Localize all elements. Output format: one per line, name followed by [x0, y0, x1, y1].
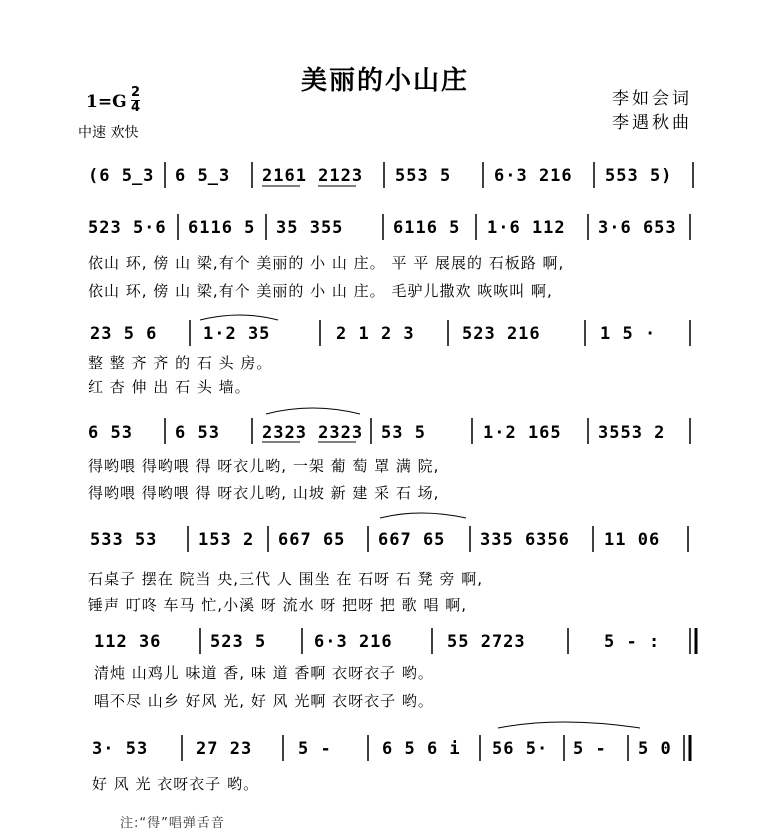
lyric-line-1: 清炖 山鸡儿 味道 香, 味 道 香啊 衣呀衣子 哟。 [94, 664, 434, 682]
measure: 6116 5 [188, 218, 256, 238]
lyric-line-2: 唱不尽 山乡 好风 光, 好 风 光啊 衣呀衣子 哟。 [94, 692, 434, 710]
measure: 6 53 [175, 423, 220, 443]
measure: 533 53 [90, 530, 158, 550]
measure: 523 216 [462, 324, 541, 344]
measure: 2323 2323 [262, 423, 364, 443]
lyric-line-2: 红 杏 伸 出 石 头 墙。 [88, 378, 251, 396]
measure: 56 5· [492, 739, 549, 759]
lyric-line-2: 得哟喂 得哟喂 得 呀衣儿哟, 山坡 新 建 采 石 场, [88, 484, 440, 502]
measure: 153 2 [198, 530, 255, 550]
measure: 523 5 [210, 632, 267, 652]
lyricist-credit: 李如会词 [612, 89, 692, 109]
measure: 5 0 [638, 739, 672, 759]
measure: 1·2 35 [203, 324, 271, 344]
measure: 553 5 [395, 166, 452, 186]
measure: 3553 2 [598, 423, 666, 443]
lyric-line-2: 依山 环, 傍 山 梁,有个 美丽的 小 山 庄。 毛驴儿撒欢 咴咴叫 啊, [88, 282, 553, 300]
lyric-line-1: 好 风 光 衣呀衣子 哟。 [92, 775, 260, 793]
composer-credit: 李遇秋曲 [612, 113, 692, 133]
measure: 6 53 [88, 423, 133, 443]
measure: 3· 53 [92, 739, 149, 759]
measure: 5 - [298, 739, 332, 759]
lyric-line-1: 石桌子 摆在 院当 央,三代 人 围坐 在 石呀 石 凳 旁 啊, [88, 570, 483, 588]
lyric-line-2: 锤声 叮咚 车马 忙,小溪 呀 流水 呀 把呀 把 歌 唱 啊, [88, 596, 467, 614]
measure: 335 6356 [480, 530, 570, 550]
lyric-line-1: 整 整 齐 齐 的 石 头 房。 [88, 354, 273, 372]
measure: 6 5 6 i [382, 739, 461, 759]
measure: 6 5̲3 [175, 166, 231, 186]
tempo-marking: 中速 欢快 [78, 125, 139, 141]
measure: 1·6 112 [487, 218, 566, 238]
measure: 6·3 216 [494, 166, 573, 186]
measure: 35 355 [276, 218, 344, 238]
time-sig-bottom: 4 [131, 100, 141, 115]
measure: 523 5·6 [88, 218, 167, 238]
key-signature: 1=G [86, 92, 127, 112]
time-sig-top: 2 [131, 85, 141, 100]
measure: 1 5 · [600, 324, 657, 344]
measure: 53 5 [381, 423, 426, 443]
measure: (6 5̲3 [88, 166, 155, 186]
measure: 3·6 653 [598, 218, 677, 238]
measure: 6·3 216 [314, 632, 393, 652]
measure: 27 23 [196, 739, 253, 759]
measure: 2161 2123 [262, 166, 364, 186]
measure: 5 - [573, 739, 607, 759]
measure: 6116 5 [393, 218, 461, 238]
footnote: 注:“得”唱弹舌音 [120, 816, 225, 831]
measure: 112 36 [94, 632, 162, 652]
song-title: 美丽的小山庄 [300, 66, 469, 96]
measure: 5 - : [604, 632, 661, 652]
measure: 55 2723 [447, 632, 526, 652]
lyric-line-1: 依山 环, 傍 山 梁,有个 美丽的 小 山 庄。 平 平 展展的 石板路 啊, [88, 254, 565, 272]
measure: 2 1 2 3 [336, 324, 415, 344]
lyric-line-1: 得哟喂 得哟喂 得 呀衣儿哟, 一架 葡 萄 罩 满 院, [88, 457, 440, 475]
measure: 667 65 [378, 530, 446, 550]
measure: 23 5 6 [90, 324, 158, 344]
measure: 553 5) [605, 166, 673, 186]
measure: 11 06 [604, 530, 661, 550]
measure: 1·2 165 [483, 423, 562, 443]
measure: 667 65 [278, 530, 346, 550]
